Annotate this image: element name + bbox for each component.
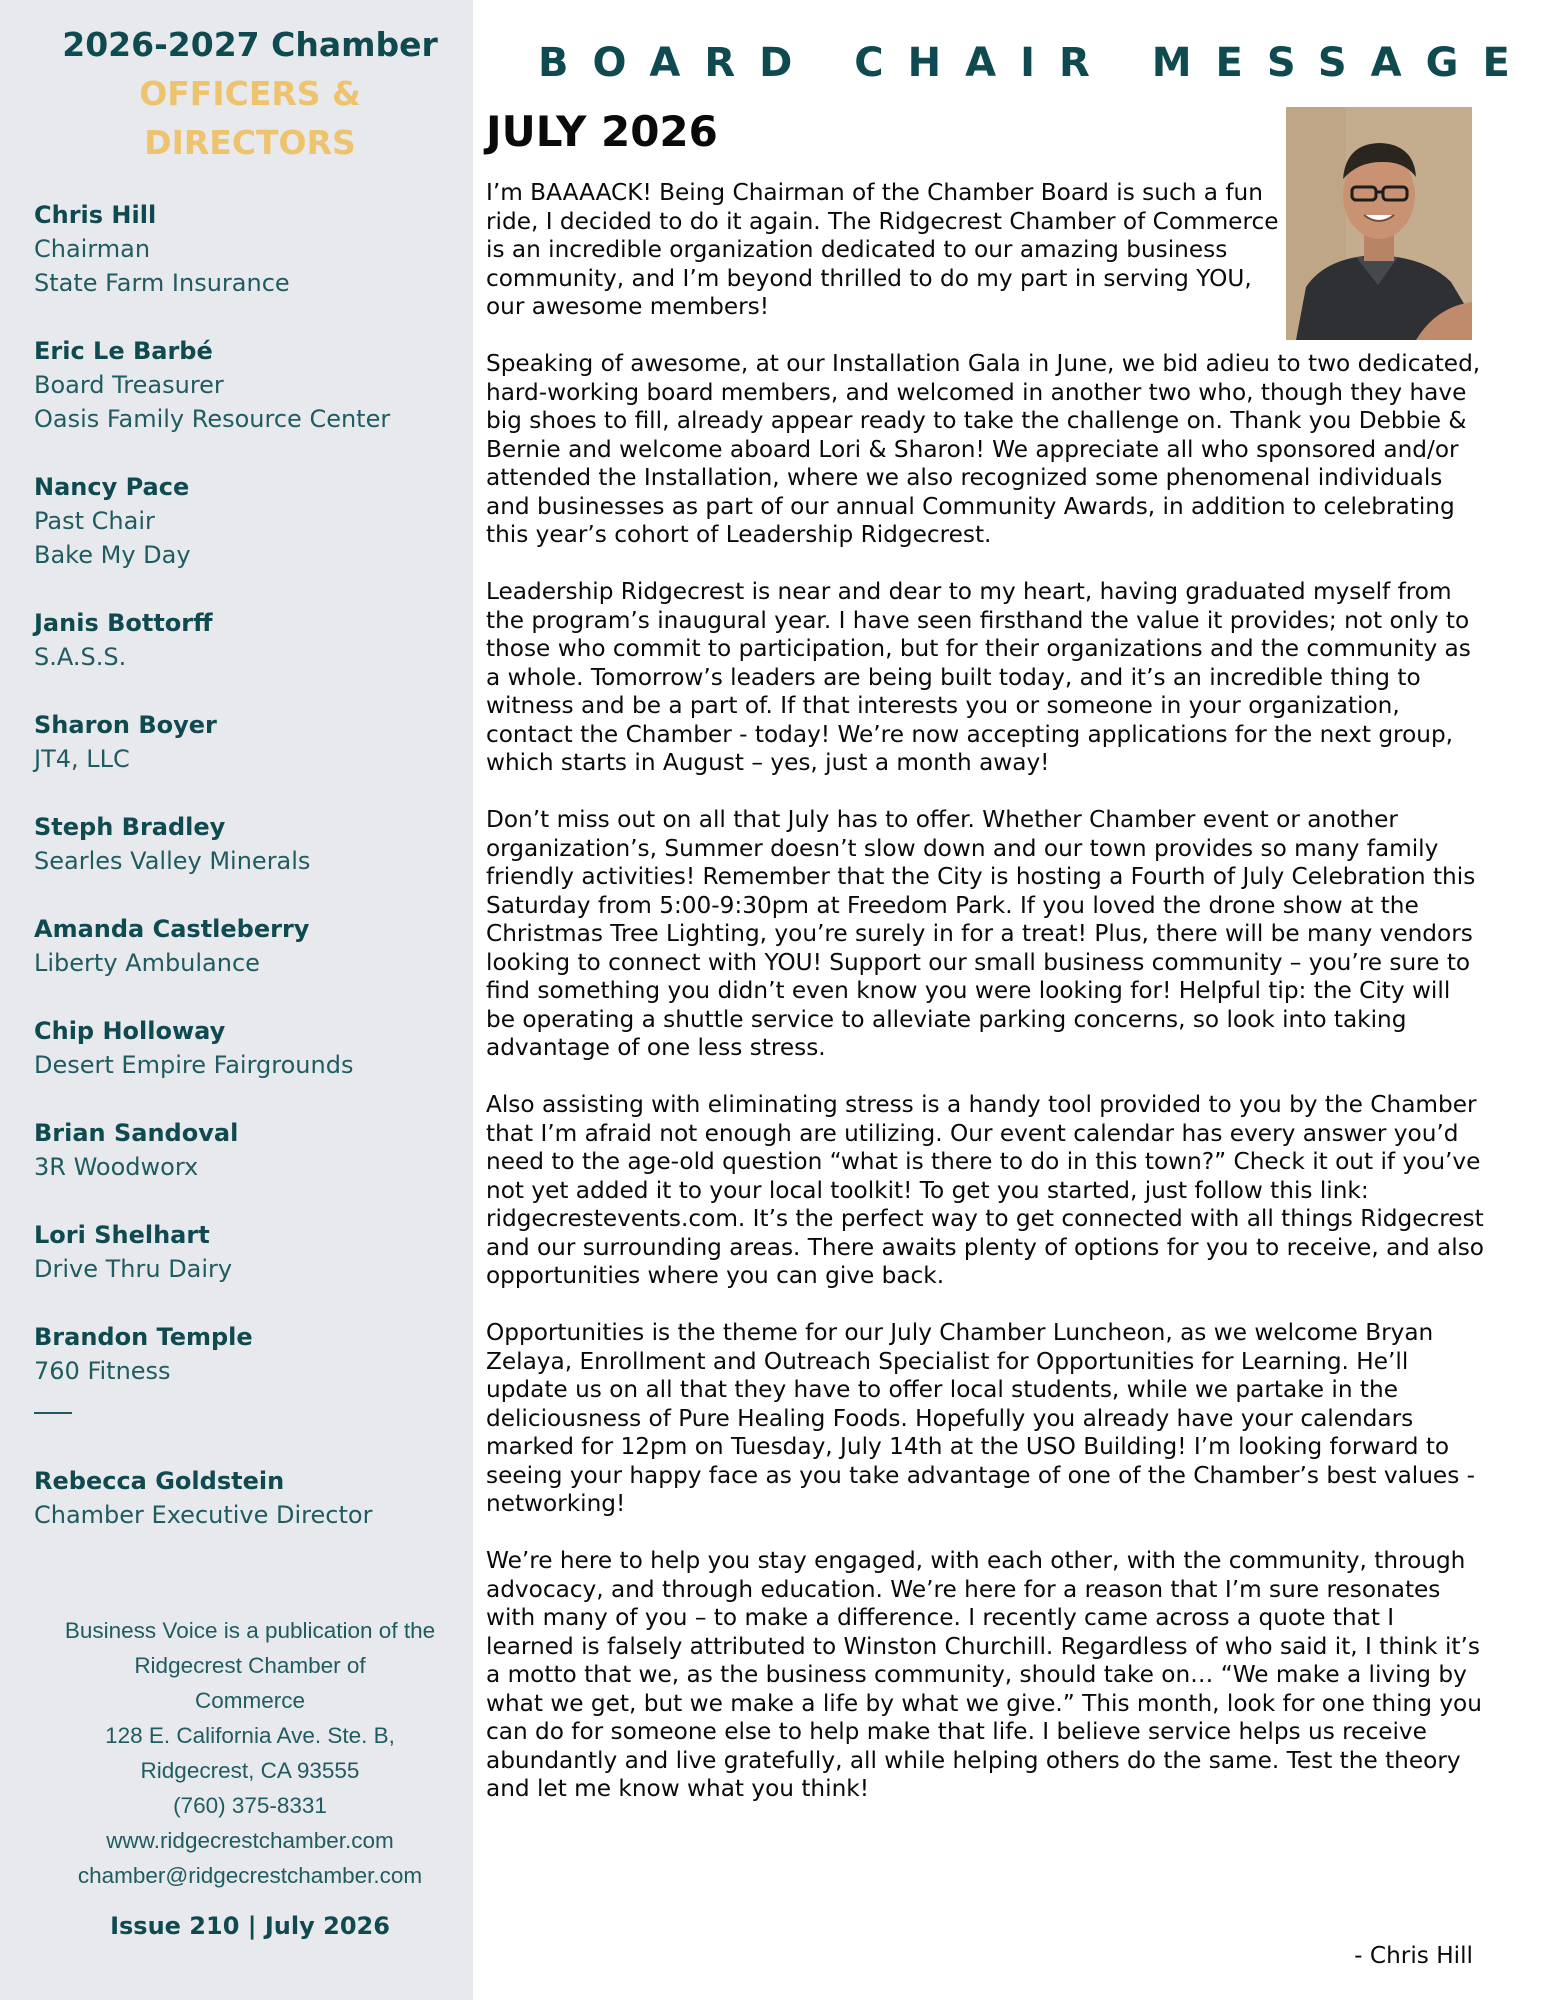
officer-entry [34, 1320, 464, 1388]
publication-line1: Business Voice is a publication of the [64, 1618, 436, 1643]
officer-name: Janis Bottorff [34, 609, 213, 637]
officer-organization: Searles Valley Minerals [34, 847, 311, 875]
sidebar-title-line2: OFFICERS & [139, 74, 361, 113]
officer-name: Lori Shelhart [34, 1221, 210, 1249]
publication-line3: Commerce [194, 1688, 306, 1713]
publication-line2: Ridgecrest Chamber of [134, 1653, 366, 1678]
message-paragraph: Opportunities is the theme for our July Chamber Luncheon, as we welcome Bryan Zelaya, Enrollment and Outreach Specialist for Opportunities for Learning. He’ll update us on all that they have to offer local students, while we partake in the deliciousness of Pure Healing Foods. Hopefully you already have your calendars marked for 12pm on Tuesday, July 14th at the USO Building! I’m looking forward to seeing your happy face as you take advantage of one of the Chamber’s best values - networking! [486, 1319, 1476, 1517]
officer-entry [34, 1218, 464, 1286]
officer-role: Past Chair [34, 507, 155, 535]
officer-entry [34, 198, 464, 300]
officer-name: Eric Le Barbé [34, 337, 213, 365]
officer-organization: JT4, LLC [34, 745, 130, 773]
officer-entry [34, 810, 464, 878]
officer-entry [34, 606, 464, 674]
officer-name: Brandon Temple [34, 1323, 253, 1351]
officer-organization: Liberty Ambulance [34, 949, 260, 977]
issue-label: Issue 210 | July 2026 [110, 1912, 390, 1940]
officer-organization: S.A.S.S. [34, 643, 127, 671]
phone-number: (760) 375-8331 [173, 1793, 327, 1818]
publication-info [20, 1613, 480, 1893]
officer-entry [34, 334, 464, 436]
officer-organization: Desert Empire Fairgrounds [34, 1051, 354, 1079]
message-paragraph: We’re here to help you stay engaged, with each other, with the community, through advocacy, and through education. We’re here for a reason that I’m sure resonates with many of you – to make a difference. I recently came across a quote that I learned is falsely attributed to Winston Churchill. Regardless of who said it, I think it’s a motto that we, as the business community, should take on… “We make a living by what we get, but we make a life by what we give.” This month, look for one thing you can do for someone else to help make that life. I believe service helps us receive abundantly and live gratefully, all while helping others do the same. Test the theory and let me know what you think! [486, 1547, 1482, 1802]
officer-name: Sharon Boyer [34, 711, 217, 739]
message-paragraph: Leadership Ridgecrest is near and dear to my heart, having graduated myself from the program’s inaugural year. I have seen firsthand the value it provides; not only to those who commit to participation, but for their organizations and the community as a whole. Tomorrow’s leaders are being built today, and it’s an incredible thing to witness and be a part of. If that interests you or someone in your organization, contact the Chamber - today! We’re now accepting applications for the next group, which starts in August – yes, just a month away! [486, 578, 1471, 776]
officer-name: Steph Bradley [34, 813, 226, 841]
address-line2: Ridgecrest, CA 93555 [140, 1758, 360, 1783]
officer-role: Chairman [34, 235, 151, 263]
message-paragraph: Speaking of awesome, at our Installation Gala in June, we bid adieu to two dedicated, hard-working board members, and welcomed in another two who, though they have big shoes to fill, already appear ready to take the challenge on. Thank you Debbie & Bernie and welcome aboard Lori & Sharon! We appreciate all who sponsored and/or attended the Installation, where we also recognized some phenomenal individuals and businesses as part of our annual Community Awards, in addition to celebrating this year’s cohort of Leadership Ridgecrest. [486, 350, 1481, 548]
officer-organization: Oasis Family Resource Center [34, 405, 391, 433]
sidebar-title-line1: 2026-2027 Chamber [62, 25, 438, 64]
executive-director-entry [34, 1464, 464, 1532]
message-body [486, 179, 1486, 1832]
executive-director-name: Rebecca Goldstein [34, 1467, 285, 1495]
message-paragraph: Also assisting with eliminating stress is a handy tool provided to you by the Chamber that I’m afraid not enough are utilizing. Our event calendar has every answer you’d need to the age-old question “what is there to do in this town?” Check it out if you’ve not yet added it to your local toolkit! To get you started, just follow this link: ridgecrestevents.com. It’s the perfect way to get connected with all things Ridgecrest and our surrounding areas. There awaits plenty of options for you to receive, and also opportunities where you can give back. [486, 1091, 1484, 1289]
officer-organization: State Farm Insurance [34, 269, 290, 297]
officer-name: Chris Hill [34, 201, 157, 229]
officers-sidebar [0, 0, 473, 2000]
message-paragraph: I’m BAAAACK! Being Chairman of the Chamber Board is such a fun ride, I decided to do it again. The Ridgecrest Chamber of Commerce is an incredible organization dedicated to our amazing business community, and I’m beyond thrilled to do my part in serving YOU, our awesome members! [486, 179, 1279, 320]
officer-entry [34, 1014, 464, 1082]
executive-director-title: Chamber Executive Director [34, 1501, 373, 1529]
sidebar-title [0, 20, 500, 167]
message-paragraph: Don’t miss out on all that July has to offer. Whether Chamber event or another organization’s, Summer doesn’t slow down and our town provides so many family friendly activities! Remember that the City is hosting a Fourth of July Celebration this Saturday from 5:00-9:30pm at Freedom Park. If you loved the drone show at the Christmas Tree Lighting, you’re surely in for a treat! Plus, there will be many vendors looking to connect with YOU! Support our small business community – you’re sure to find something you didn’t even know you were looking for! Helpful tip: the City will be operating a shuttle service to alleviate parking concerns, so look into taking advantage of one less stress. [486, 806, 1476, 1061]
website-link[interactable]: www.ridgecrestchamber.com [106, 1828, 394, 1853]
officer-role: Board Treasurer [34, 371, 224, 399]
signature: - Chris Hill [1354, 1942, 1473, 1969]
message-date: JULY 2026 [486, 107, 718, 156]
divider [34, 1412, 72, 1414]
officer-entry [34, 708, 464, 776]
officer-organization: Bake My Day [34, 541, 191, 569]
officer-name: Nancy Pace [34, 473, 190, 501]
officer-entry [34, 912, 464, 980]
officer-entry [34, 470, 464, 572]
officer-organization: 760 Fitness [34, 1357, 171, 1385]
officer-list [34, 198, 464, 1532]
officer-name: Amanda Castleberry [34, 915, 310, 943]
officer-name: Brian Sandoval [34, 1119, 239, 1147]
officer-organization: Drive Thru Dairy [34, 1255, 233, 1283]
sidebar-title-line3: DIRECTORS [144, 123, 356, 162]
page-title: BOARD CHAIR MESSAGE [538, 40, 1534, 86]
email-link[interactable]: chamber@ridgecrestchamber.com [77, 1863, 423, 1888]
officer-name: Chip Holloway [34, 1017, 226, 1045]
address-line1: 128 E. California Ave. Ste. B, [105, 1723, 395, 1748]
officer-organization: 3R Woodworx [34, 1153, 199, 1181]
officer-entry [34, 1116, 464, 1184]
